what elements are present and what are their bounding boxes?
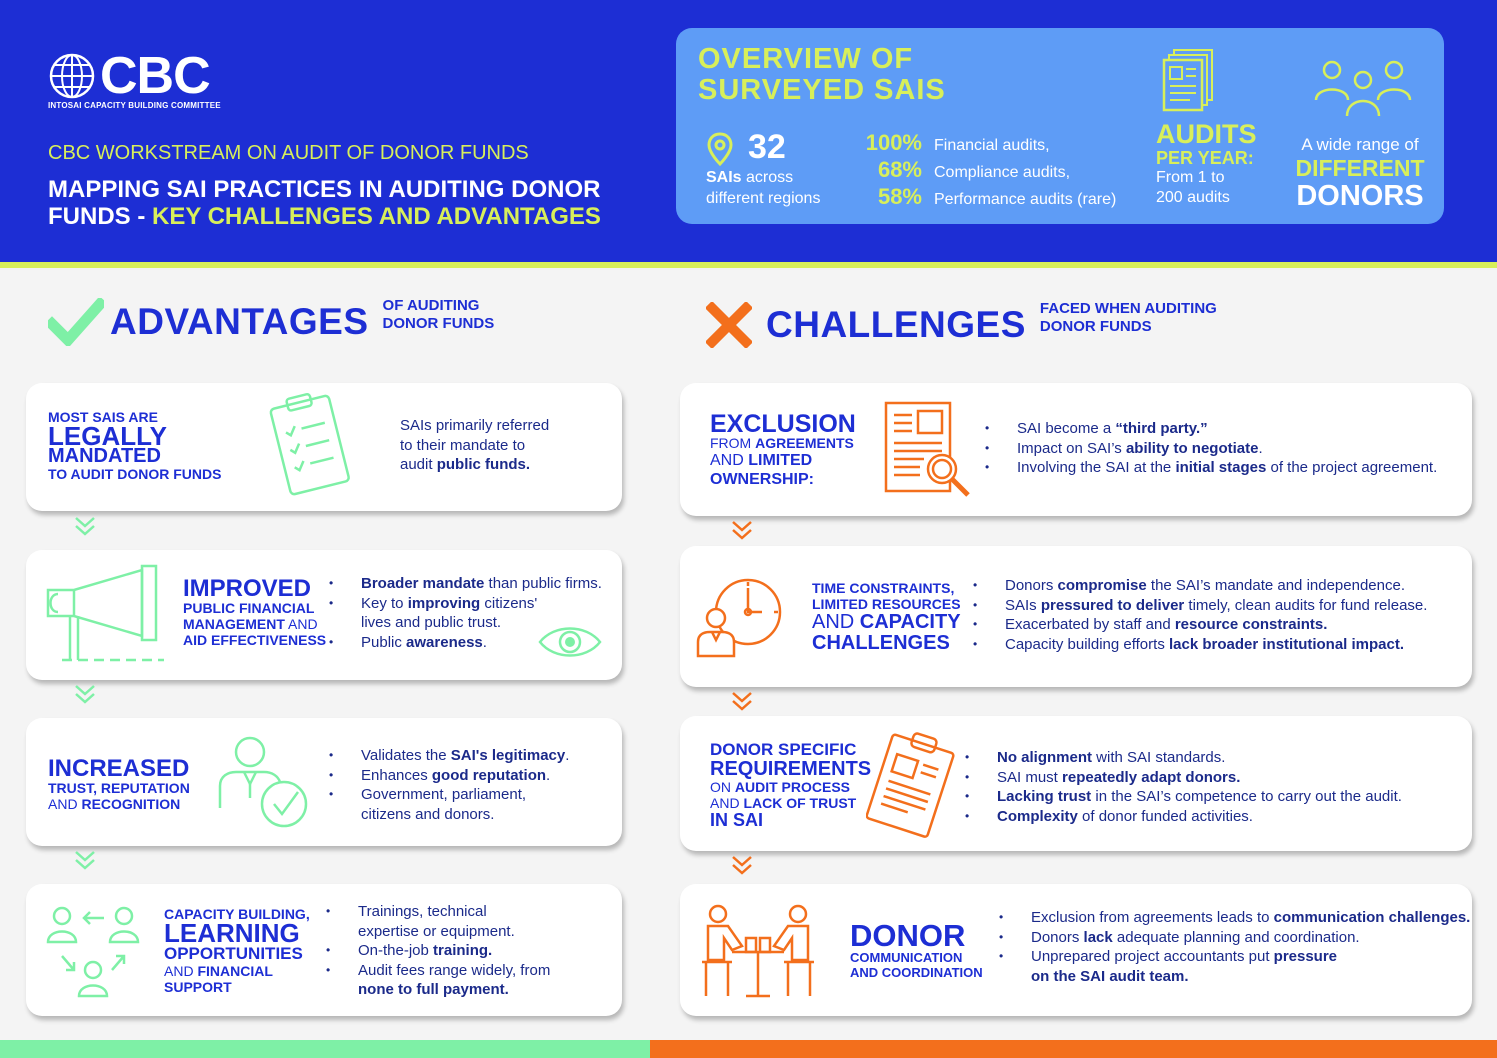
- donors-summary: [1290, 134, 1430, 211]
- bullet-bold: improving: [407, 594, 481, 612]
- challenges-sub-2: DONOR FUNDS: [1039, 318, 1152, 335]
- challenge-card-exclusion: [680, 383, 1472, 516]
- bullet-text: Donors: [1005, 577, 1058, 594]
- desc-text: audit: [400, 456, 437, 473]
- bullet-text: .: [482, 633, 487, 651]
- advantages-subtitle: [383, 297, 495, 333]
- challenges-sub-1: FACED WHEN AUDITING: [1039, 300, 1217, 317]
- label-line: IMPROVED: [183, 575, 312, 602]
- challenges-subtitle: [1040, 300, 1217, 336]
- eye-icon: [538, 622, 602, 662]
- bullet-item: [329, 766, 569, 786]
- pct-value: 58%: [877, 184, 922, 209]
- bullet-bold: lack broader institutional impact.: [1168, 635, 1405, 653]
- bullet-item: [999, 908, 1470, 928]
- label-text: AND: [48, 796, 82, 812]
- label-text: AND: [284, 616, 318, 632]
- label-text: FROM: [710, 435, 756, 451]
- bullet-bold: No alignment: [997, 749, 1093, 766]
- bullet-item: [965, 787, 1402, 807]
- label-text: AND: [164, 963, 198, 979]
- bullet-text: .: [1258, 439, 1263, 457]
- bullet-text: adequate planning and coordination.: [1112, 928, 1360, 946]
- label-text: AUDIT PROCESS: [734, 779, 851, 795]
- challenges-heading: [706, 302, 1217, 348]
- bullet-text: than public firms.: [484, 575, 602, 592]
- label-text: RECOGNITION: [81, 796, 181, 812]
- bullet-text: Capacity building efforts: [1005, 635, 1169, 653]
- bullet-text: citizens': [480, 594, 538, 612]
- pct-row: [844, 184, 1116, 211]
- location-pin-icon: [706, 132, 734, 166]
- bullet-text: Audit fees range widely, from: [358, 961, 551, 979]
- bullet-item: [965, 807, 1402, 827]
- overview-title-line-2: SURVEYED SAIS: [698, 74, 946, 106]
- label-line: MANDATED: [48, 445, 161, 467]
- bullet-text: citizens and donors.: [361, 805, 495, 823]
- card-label: [48, 409, 221, 482]
- bullet-text: SAI must: [997, 768, 1063, 786]
- bullet-bold: repeatedly adapt donors.: [1062, 768, 1241, 786]
- label-text: ON: [710, 779, 735, 795]
- bullet-text: timely, clean audits for fund release.: [1184, 596, 1428, 614]
- card-bullets: [326, 902, 550, 1000]
- bullet-item: [329, 574, 602, 594]
- bullet-item: [999, 928, 1470, 948]
- bullet-item: [326, 961, 550, 1000]
- bullet-bold: resource constraints.: [1174, 616, 1328, 633]
- logo-subtitle: INTOSAI CAPACITY BUILDING COMMITTEE: [48, 101, 221, 110]
- card-label: [183, 575, 327, 648]
- label-line: TIME CONSTRAINTS,: [812, 580, 955, 596]
- sai-count-label: [706, 167, 820, 209]
- label-text: LACK OF TRUST: [743, 795, 857, 811]
- label-line: LEGALLY: [48, 421, 167, 451]
- bullet-text: SAI become a: [1017, 420, 1116, 437]
- pct-label: Performance audits (rare): [934, 191, 1117, 208]
- bullet-item: [973, 635, 1427, 655]
- bullet-text: with SAI standards.: [1092, 749, 1226, 766]
- bullet-text: Public: [361, 633, 407, 651]
- advantage-card-trust: [26, 718, 622, 846]
- pct-value: 68%: [877, 157, 922, 182]
- audits-line-3: From 1 to: [1156, 169, 1225, 186]
- bullet-text: Exclusion from agreements leads to: [1031, 909, 1274, 926]
- audit-type-percentages: [844, 130, 1116, 211]
- bullet-bold: lack: [1083, 928, 1113, 946]
- bullet-item: [329, 746, 569, 766]
- card-label: [164, 906, 310, 995]
- donors-line-1: A wide range of: [1301, 135, 1419, 154]
- bullet-text: Involving the SAI at the: [1017, 459, 1176, 476]
- bullet-bold: compromise: [1057, 577, 1147, 594]
- donors-line-3: DONORS: [1296, 180, 1424, 212]
- advantage-card-legal-mandate: [26, 383, 622, 511]
- advantages-heading: [48, 298, 494, 346]
- bullet-text: of donor funded activities.: [1077, 807, 1253, 825]
- person-approval-icon: [214, 734, 314, 834]
- challenges-title: CHALLENGES: [766, 304, 1026, 345]
- advantages-sub-2: DONOR FUNDS: [382, 315, 495, 332]
- advantage-card-improved-pfm: [26, 550, 622, 680]
- card-label: [812, 580, 961, 654]
- label-text: AND: [812, 611, 860, 633]
- arrow-down-icon: [73, 849, 97, 871]
- arrow-down-icon: [73, 683, 97, 705]
- label-line: AID EFFECTIVENESS: [183, 632, 327, 648]
- cross-icon: [706, 302, 752, 348]
- bullet-text: Impact on SAI’s: [1017, 439, 1126, 457]
- clock-person-icon: [696, 574, 782, 660]
- bullet-item: [973, 576, 1427, 596]
- bullet-text: Enhances: [361, 766, 432, 784]
- bullet-bold: initial stages: [1175, 459, 1267, 476]
- megaphone-icon: [44, 564, 166, 664]
- card-label: [710, 410, 856, 489]
- label-text: FINANCIAL: [197, 963, 273, 979]
- bullet-text: Donors: [1031, 928, 1084, 946]
- label-line: OWNERSHIP:: [710, 471, 814, 488]
- document-search-icon: [884, 401, 974, 501]
- title-part-1: MAPPING SAI PRACTICES IN AUDITING DONOR FUNDS -: [48, 176, 601, 230]
- bullet-bold: “third party.”: [1115, 420, 1208, 437]
- checklist-clipboard-icon: [262, 391, 358, 501]
- label-line: LEARNING: [164, 918, 300, 948]
- label-line: IN SAI: [710, 810, 764, 830]
- audits-line-4: 200 audits: [1156, 189, 1230, 206]
- card-bullets: [965, 748, 1402, 826]
- label-text: AGREEMENTS: [755, 435, 854, 451]
- overview-title-line-1: OVERVIEW OF: [698, 43, 914, 75]
- bullet-bold: Broader mandate: [361, 575, 485, 592]
- card-bullets: [329, 746, 569, 824]
- title-part-2: KEY CHALLENGES AND ADVANTAGES: [152, 203, 601, 230]
- page-title: [48, 176, 668, 230]
- bullet-bold: Complexity: [997, 807, 1078, 825]
- label-line: INCREASED: [48, 755, 190, 782]
- pct-value: 100%: [865, 130, 922, 155]
- card-label: [850, 918, 983, 980]
- documents-stack-icon: [1160, 48, 1216, 114]
- label-text: CAPACITY: [859, 611, 961, 633]
- advantages-sub-1: OF AUDITING: [382, 297, 480, 314]
- bullet-bold: SAI's legitimacy: [450, 747, 566, 764]
- globe-icon: [48, 52, 96, 100]
- bullet-bold: pressure: [1273, 948, 1338, 965]
- bullet-item: [965, 748, 1402, 768]
- bullet-item: [329, 785, 569, 824]
- label-line: COMMUNICATION: [850, 950, 963, 965]
- card-bullets: [973, 576, 1427, 654]
- bullet-bold: none to full payment.: [358, 981, 509, 998]
- bullet-bold: awareness: [406, 633, 483, 651]
- people-group-icon: [1314, 60, 1412, 118]
- bullet-text: .: [565, 747, 570, 764]
- arrow-down-icon: [730, 854, 754, 876]
- clipboard-icon: [866, 730, 956, 842]
- audits-line-1: AUDITS: [1156, 119, 1257, 149]
- advantages-title: ADVANTAGES: [110, 301, 369, 342]
- bullet-text: in the SAI’s competence to carry out the audit.: [1091, 788, 1402, 805]
- desc-bold: public funds.: [436, 456, 531, 473]
- arrow-down-icon: [73, 515, 97, 537]
- bullet-text: Government, parliament,: [361, 786, 527, 803]
- bullet-text: lives and public trust.: [361, 614, 502, 631]
- label-line: AND COORDINATION: [850, 965, 983, 980]
- bullet-item: [973, 615, 1427, 635]
- label-line: MOST SAIS ARE: [48, 409, 158, 425]
- label-text: AND: [710, 795, 744, 811]
- bullet-item: [999, 947, 1470, 986]
- bullet-bold: on the SAI audit team.: [1031, 967, 1189, 985]
- bullet-text: Exacerbated by staff and: [1005, 616, 1175, 633]
- bullet-item: [985, 439, 1437, 459]
- bullet-text: Key to: [361, 594, 408, 612]
- label-line: REQUIREMENTS: [710, 758, 872, 780]
- bullet-bold: good reputation: [431, 766, 547, 784]
- pct-row: [844, 157, 1116, 184]
- sai-count: 32: [748, 128, 786, 166]
- label-text: LIMITED: [748, 452, 813, 469]
- bullet-text: expertise or equipment.: [358, 922, 515, 940]
- label-line: TRUST, REPUTATION: [48, 780, 190, 796]
- label-text: MANAGEMENT: [183, 616, 285, 632]
- label-text: AND: [710, 452, 749, 469]
- checkmark-icon: [48, 298, 104, 346]
- footer-bar-green: [0, 1040, 650, 1058]
- bullet-item: [326, 941, 550, 961]
- bullet-item: [985, 419, 1437, 439]
- bullet-text: the SAI’s mandate and independence.: [1146, 577, 1405, 594]
- bullet-bold: Lacking trust: [997, 788, 1092, 805]
- challenge-card-donor-requirements: [680, 716, 1472, 851]
- label-line: DONOR SPECIFIC: [710, 740, 857, 759]
- meeting-table-icon: [702, 902, 814, 998]
- challenge-card-communication: [680, 884, 1472, 1016]
- sai-label-line-2: different regions: [706, 190, 821, 207]
- footer-bar-orange: [650, 1040, 1497, 1058]
- bullet-item: [973, 596, 1427, 616]
- arrow-down-icon: [730, 690, 754, 712]
- overview-title: [698, 44, 998, 106]
- bullet-item: [326, 902, 550, 941]
- pct-label: Financial audits,: [934, 137, 1050, 154]
- label-line: CAPACITY BUILDING,: [164, 906, 310, 922]
- bullet-bold: pressured to deliver: [1040, 596, 1185, 614]
- header-divider: [0, 262, 1497, 268]
- label-line: OPPORTUNITIES: [164, 944, 303, 963]
- label-line: DONOR: [850, 918, 966, 953]
- audits-per-year: [1156, 120, 1266, 208]
- bullet-item: [965, 768, 1402, 788]
- pct-row: [844, 130, 1116, 157]
- desc-line: SAIs primarily referred: [400, 417, 550, 434]
- label-line: SUPPORT: [164, 979, 232, 995]
- challenge-card-time-constraints: [680, 546, 1472, 687]
- arrow-down-icon: [730, 519, 754, 541]
- card-label: [48, 755, 190, 812]
- bullet-bold: communication challenges.: [1273, 909, 1471, 926]
- bullet-text: SAIs: [1005, 596, 1041, 614]
- bullet-text: On-the-job: [358, 942, 434, 959]
- label-line: EXCLUSION: [710, 410, 856, 438]
- cbc-logo: [48, 47, 210, 105]
- bullet-text: Unprepared project accountants put: [1031, 948, 1274, 965]
- bullet-text: Validates the: [361, 747, 451, 764]
- card-bullets: [985, 419, 1437, 478]
- sai-label-rest: across: [741, 169, 794, 186]
- card-description: [400, 416, 549, 475]
- people-exchange-icon: [44, 904, 144, 1000]
- card-label: [710, 740, 871, 830]
- logo-text: CBC: [100, 47, 210, 105]
- desc-line: to their mandate to: [400, 436, 526, 454]
- bullet-bold: training.: [433, 942, 493, 959]
- bullet-text: Trainings, technical: [358, 903, 487, 920]
- label-line: PUBLIC FINANCIAL: [183, 600, 315, 616]
- advantage-card-capacity-building: [26, 884, 622, 1016]
- overview-panel: [676, 28, 1444, 224]
- card-bullets: [999, 908, 1470, 986]
- pct-label: Compliance audits,: [934, 164, 1071, 181]
- bullet-item: [985, 458, 1437, 478]
- label-line: LIMITED RESOURCES: [812, 596, 961, 612]
- donors-line-2: DIFFERENT: [1295, 155, 1425, 181]
- sai-label-bold: SAIs: [706, 169, 742, 186]
- label-line: CHALLENGES: [812, 632, 950, 654]
- bullet-text: .: [546, 766, 551, 784]
- bullet-bold: ability to negotiate: [1125, 439, 1259, 457]
- bullet-text: of the project agreement.: [1266, 459, 1438, 476]
- workstream-title: CBC WORKSTREAM ON AUDIT OF DONOR FUNDS: [48, 142, 529, 164]
- label-line: TO AUDIT DONOR FUNDS: [48, 466, 222, 482]
- audits-line-2: PER YEAR:: [1156, 148, 1254, 168]
